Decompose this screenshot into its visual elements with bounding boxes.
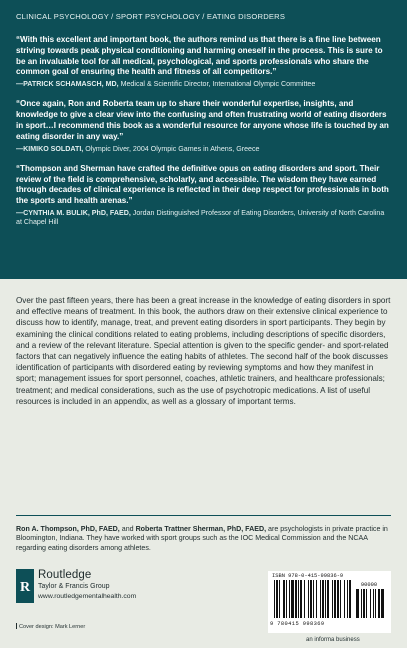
routledge-logo-icon bbox=[16, 569, 34, 603]
publisher-group: Taylor & Francis Group bbox=[38, 583, 110, 590]
barcode-bar bbox=[283, 580, 285, 618]
barcode-bar bbox=[349, 580, 351, 618]
barcode-bar bbox=[274, 580, 275, 618]
category-line: CLINICAL PSYCHOLOGY / SPORT PSYCHOLOGY / EATING DISORDERS bbox=[16, 12, 286, 21]
publisher-name: Routledge bbox=[38, 569, 92, 581]
quote-text: “Once again, Ron and Roberta team up to share their wonderful expertise, insights, and knowledge to give a clear view into the confusing and often frustrating world of eating disorders in sport…I recommend this book as a wonderful resource for anyone whose life is touched by an eating disorder in any way.” bbox=[16, 99, 389, 141]
barcode-bar bbox=[279, 580, 280, 618]
barcode-bar bbox=[332, 580, 333, 618]
quote-3 bbox=[16, 164, 391, 228]
barcode-bar bbox=[289, 580, 290, 618]
barcode-bar bbox=[375, 589, 376, 618]
barcode-bar bbox=[316, 580, 317, 618]
barcode-bar bbox=[381, 589, 384, 618]
barcode-bar bbox=[340, 580, 341, 618]
barcode-bar bbox=[378, 589, 380, 618]
barcode-bar bbox=[286, 580, 287, 618]
barcode-bar bbox=[308, 580, 309, 618]
barcode-bar bbox=[363, 589, 365, 618]
barcode-bar bbox=[344, 580, 345, 618]
quote-1 bbox=[16, 35, 391, 89]
back-cover-bottom-panel bbox=[0, 279, 407, 648]
barcode-bar bbox=[298, 580, 299, 618]
attribution-title: Medical & Scientific Director, International Olympic Committee bbox=[118, 80, 316, 89]
barcode-bar bbox=[334, 580, 336, 618]
quote-2 bbox=[16, 99, 391, 153]
barcode-bars bbox=[272, 580, 387, 620]
barcode-bar bbox=[300, 580, 302, 618]
author-2: Roberta Trattner Sherman, PhD, FAED, bbox=[135, 525, 267, 533]
barcode-bar bbox=[337, 580, 339, 618]
barcode-bar bbox=[291, 580, 294, 618]
quote-text: “With this excellent and important book, the authors remind us that there is a fine line between striving towards peak physical conditioning and harming oneself in the process. This is sure to be an invaluable tool for all medical, psychological, and sports professionals who share the common goal of ensuring the health and fitness of all competitors.” bbox=[16, 35, 383, 77]
barcode-bar bbox=[361, 589, 362, 618]
attribution-title: Olympic Diver, 2004 Olympic Games in Athens, Greece bbox=[83, 144, 260, 153]
book-description: Over the past fifteen years, there has been a great increase in the knowledge of eating disorders in sport and effective means of treatment. In this book, the authors draw on their extensive clinical experience to discuss how to identify, manage, treat, and prevent eating disorders in sport participants. They begin by examining the clinical conditions related to eating problems, including descriptions of specific disorders, and a review of the relevant literature. Special attention is given to the specific gender- and sport-related factors that can negatively influence the eating habits of athletes. The second half of the book discusses identification of participants with disordered eating by reviewing symptoms and how they manifest in sport; management issues for sport personnel, coaches, athletic trainers, and healthcare professionals; treatment; and medical considerations, such as the use of psychotropic medications. A list of useful resources is included in an appendix, as well as a glossary of important terms. bbox=[16, 296, 391, 406]
quote-attribution bbox=[16, 209, 391, 227]
isbn-text: ISBN 978-0-415-99836-9 bbox=[272, 573, 344, 579]
publisher-url[interactable]: www.routledgementalhealth.com bbox=[38, 593, 137, 600]
back-cover-top-panel bbox=[0, 0, 407, 279]
barcode-bar bbox=[347, 580, 348, 618]
barcode-bar bbox=[313, 580, 314, 618]
barcode-bar bbox=[322, 580, 324, 618]
informa-tagline: an informa business bbox=[306, 637, 360, 643]
cover-credit-text: Cover design: Mark Lerner bbox=[19, 624, 86, 630]
attribution-name: —CYNTHIA M. BULIK, PhD, FAED, bbox=[16, 208, 131, 217]
barcode-bar bbox=[370, 589, 371, 618]
barcode-bar bbox=[304, 580, 305, 618]
author-1: Ron A. Thompson, PhD, FAED, bbox=[16, 525, 120, 533]
author-bio-text: are psychologists in private practice in Bloomington, Indiana. They have worked with sport groups such as the IOC Medical Commission and the NCAA regarding eating disorders among athletes. bbox=[16, 525, 388, 552]
price-code: 90000 bbox=[360, 582, 378, 588]
attribution-name: —KIMIKO SOLDATI, bbox=[16, 144, 84, 153]
barcode-bar bbox=[325, 580, 326, 618]
attribution-name: —PATRICK SCHAMASCH, MD, bbox=[16, 80, 119, 89]
barcode-number: 9 780415 998369 bbox=[270, 621, 325, 627]
barcode-bar bbox=[276, 580, 278, 618]
author-bio bbox=[16, 525, 391, 553]
author-and: and bbox=[119, 525, 136, 533]
quote-text: “Thompson and Sherman have crafted the definitive opus on eating disorders and sport. Their review of the field is comprehensive, scholarly, and accessible. The wisdom they have earned through decades of clinical experience is reflected in their deep respect for professionals in both the sports and health arenas.” bbox=[16, 163, 389, 206]
quote-attribution bbox=[16, 80, 391, 89]
quote-attribution bbox=[16, 145, 391, 154]
cover-credit bbox=[16, 623, 85, 630]
divider bbox=[16, 515, 391, 516]
barcode-bar bbox=[295, 580, 297, 618]
publisher-block bbox=[16, 569, 206, 629]
barcode-bar bbox=[327, 580, 329, 618]
barcode-bar bbox=[320, 580, 321, 618]
barcode bbox=[268, 571, 391, 633]
logo-letter: R bbox=[19, 580, 31, 595]
attribution-title: Jordan Distinguished Professor of Eating Disorders, University of North Carolina at Chapel Hill bbox=[16, 208, 385, 227]
barcode-bar bbox=[373, 589, 374, 618]
barcode-bar bbox=[310, 580, 312, 618]
barcode-bar bbox=[356, 589, 359, 618]
barcode-bar bbox=[366, 589, 367, 618]
credit-divider bbox=[16, 623, 17, 629]
